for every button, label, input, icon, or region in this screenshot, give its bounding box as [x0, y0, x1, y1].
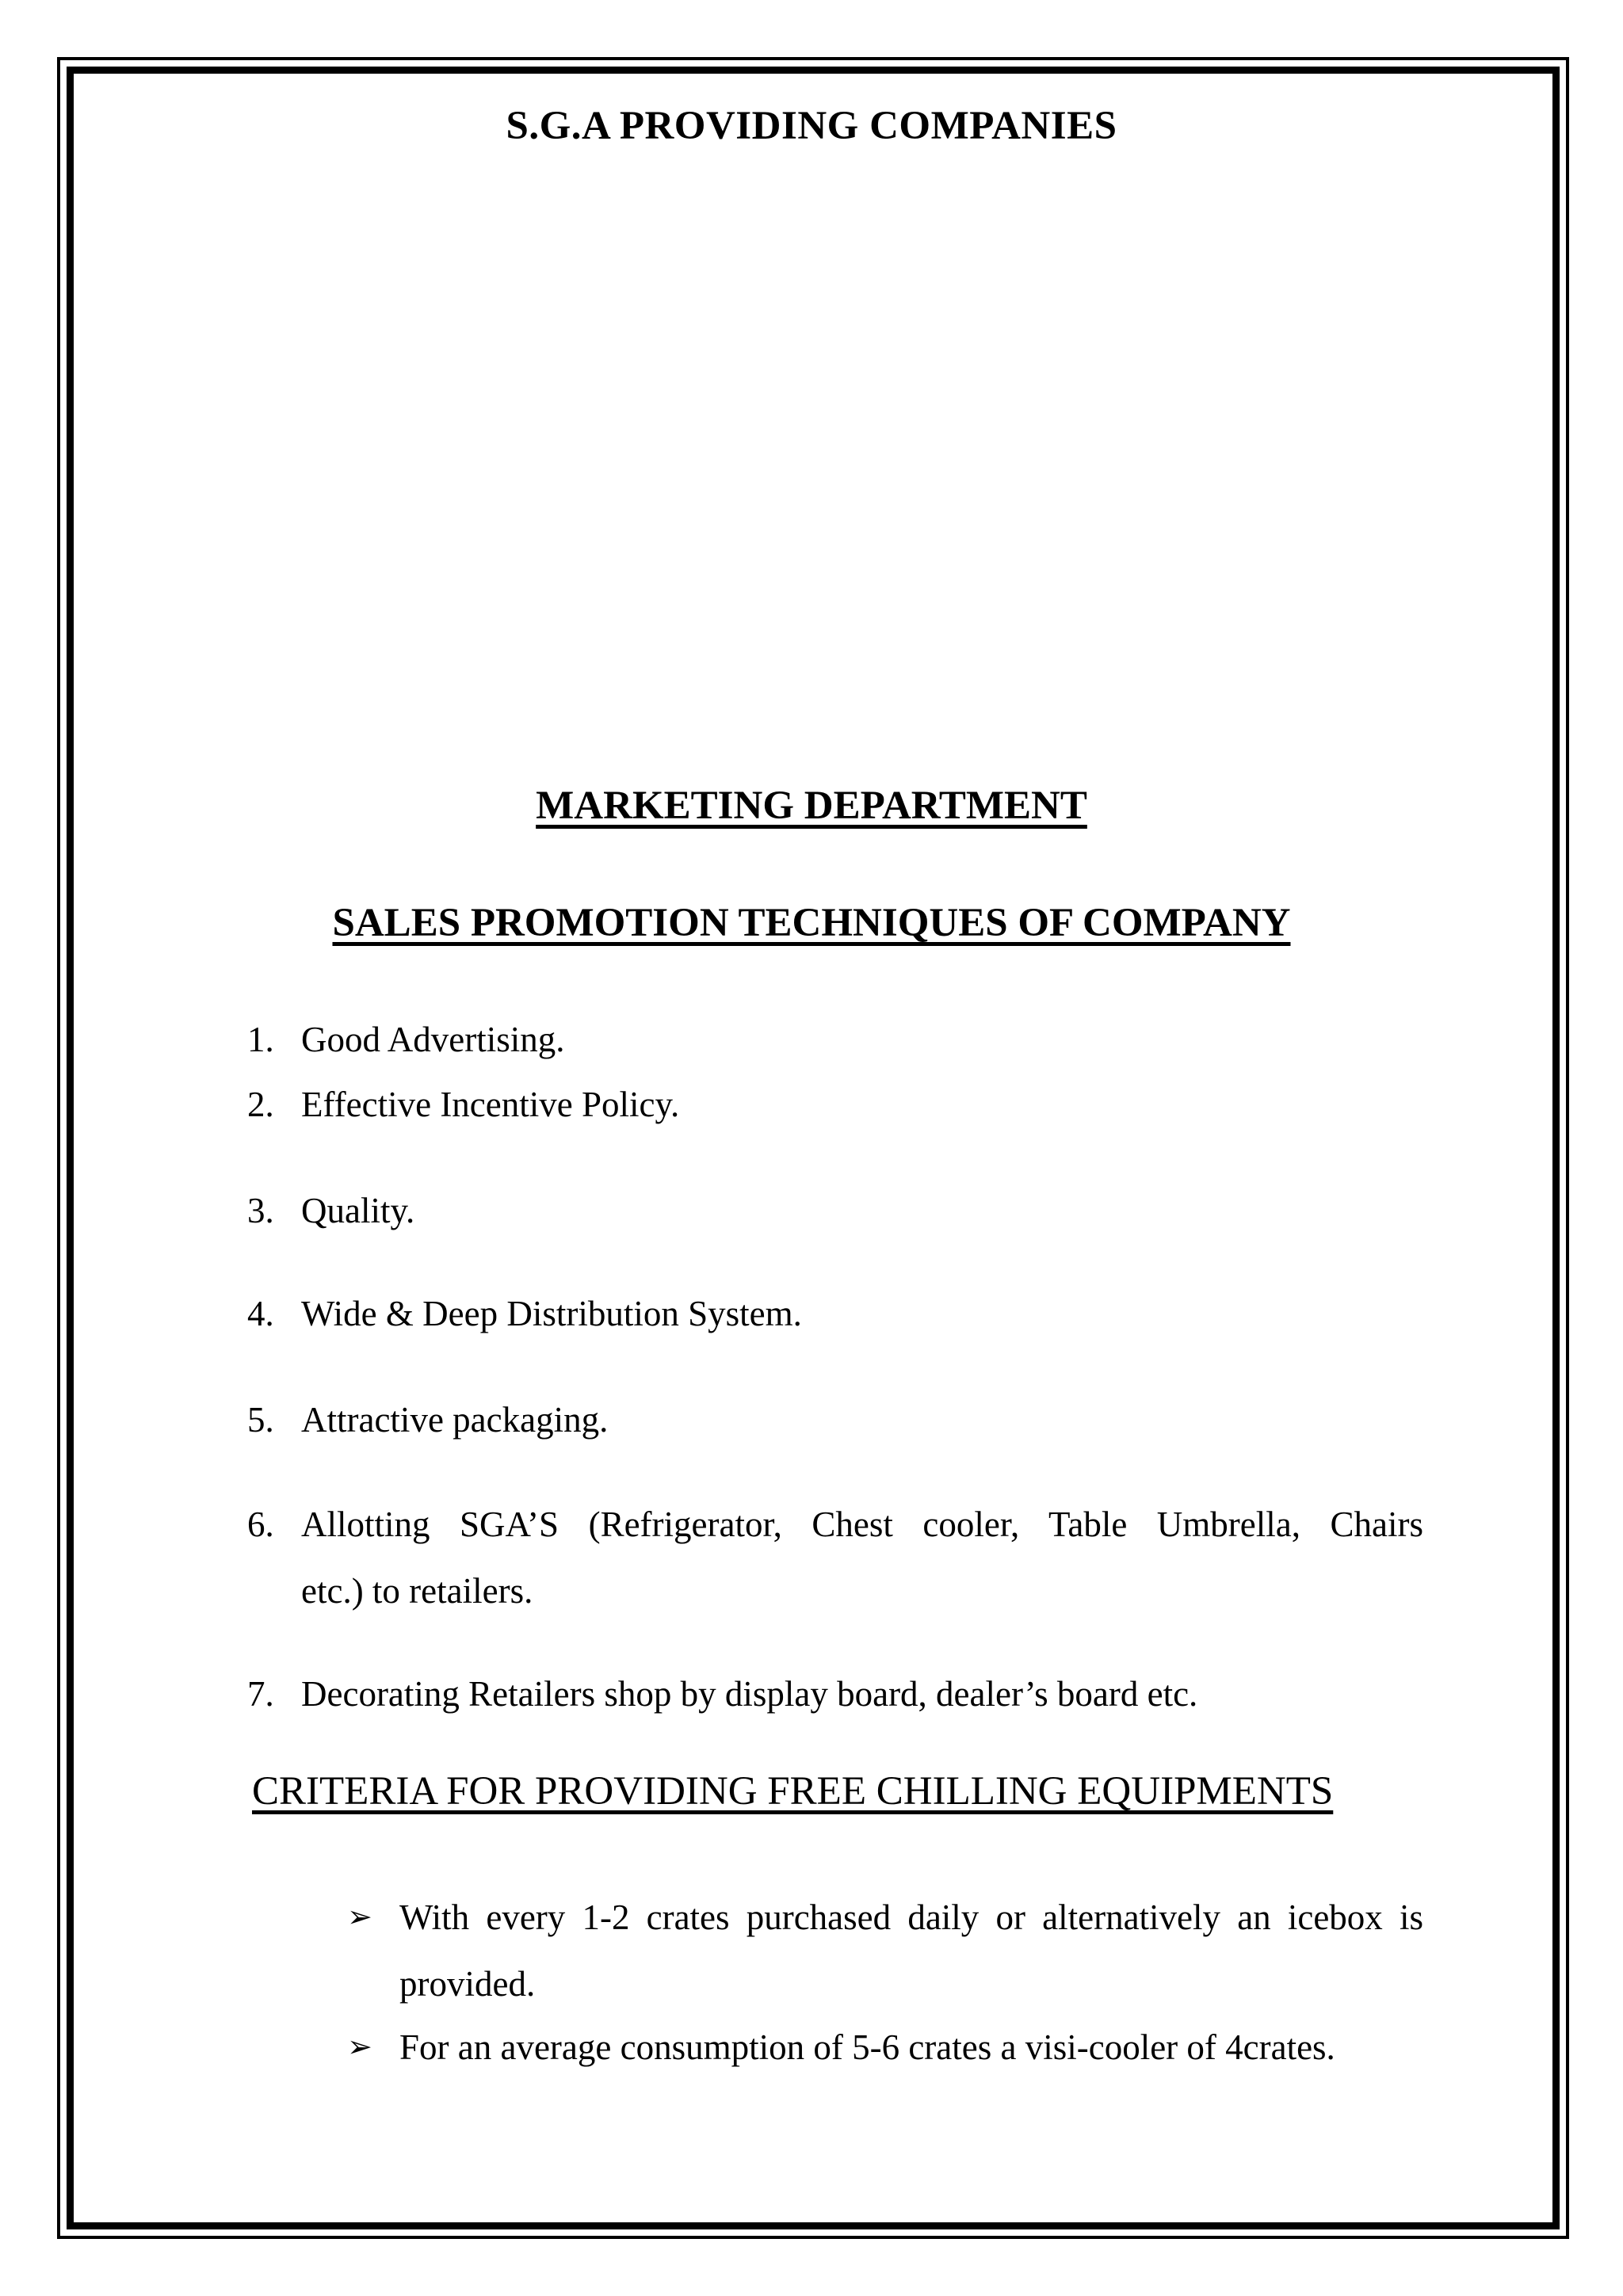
bullet-text-line: provided. [399, 1964, 536, 2004]
list-item [247, 1071, 1423, 1138]
list-number: 1. [247, 1020, 274, 1059]
arrowhead-bullet-icon: ➢ [347, 1901, 372, 1934]
list-text: Quality. [301, 1191, 415, 1230]
list-text [301, 1491, 1423, 1624]
list-text: Effective Incentive Policy. [301, 1085, 680, 1124]
list-number: 4. [247, 1294, 274, 1333]
list-item [247, 1006, 1423, 1073]
arrowhead-bullet-icon: ➢ [347, 2031, 372, 2064]
bullet-text [399, 1884, 1423, 2017]
list-text-line: etc.) to retailers. [301, 1571, 533, 1611]
list-text: Wide & Deep Distribution System. [301, 1294, 802, 1333]
list-item [247, 1661, 1423, 1727]
list-item [247, 1491, 1423, 1624]
list-number: 5. [247, 1400, 274, 1440]
list-number: 6. [247, 1505, 274, 1544]
department-heading: MARKETING DEPARTMENT [536, 784, 1087, 828]
list-item [247, 1386, 1423, 1453]
list-text-line: Allotting SGA’S (Refrigerator, Chest cooler, Table Umbrella, Chairs [301, 1505, 1423, 1544]
bullet-item [347, 2014, 1423, 2081]
list-text: Attractive packaging. [301, 1400, 609, 1440]
bullet-item [347, 1884, 1423, 2017]
list-text: Decorating Retailers shop by display board, dealer’s board etc. [301, 1674, 1198, 1714]
list-item [247, 1177, 1423, 1244]
list-text: Good Advertising. [301, 1020, 565, 1059]
bullet-text: For an average consumption of 5-6 crates a visi-cooler of 4crates. [399, 2027, 1335, 2067]
list-number: 3. [247, 1191, 274, 1230]
list-item [247, 1280, 1423, 1347]
bullet-text-line: With every 1-2 crates purchased daily or alternatively an icebox is [399, 1897, 1423, 1937]
list-number: 2. [247, 1085, 274, 1124]
company-title: S.G.A PROVIDING COMPANIES [506, 104, 1117, 148]
list-number: 7. [247, 1674, 274, 1714]
criteria-heading: CRITERIA FOR PROVIDING FREE CHILLING EQUIPMENTS [252, 1769, 1334, 1814]
sales-promotion-heading: SALES PROMOTION TECHNIQUES OF COMPANY [332, 901, 1291, 945]
